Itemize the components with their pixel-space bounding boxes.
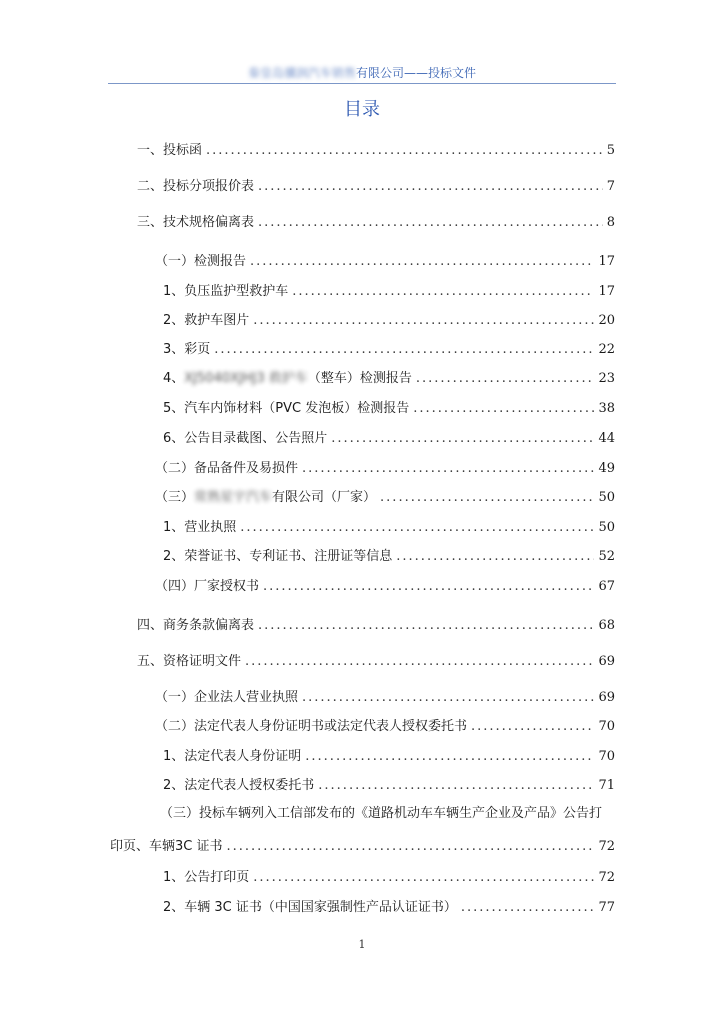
toc-entry-6[interactable] [163, 312, 615, 330]
toc-leader [253, 869, 594, 887]
toc-entry-label: 5、汽车内饰材料（PVC 发泡板）检测报告 [163, 401, 410, 416]
toc-entry-label: 1、营业执照 [163, 520, 237, 535]
toc-entry-page: 69 [598, 690, 615, 705]
toc-entry-9[interactable] [163, 400, 615, 418]
toc-entry-label: 6、公告目录截图、公告照片 [163, 431, 328, 446]
toc-leader [292, 283, 594, 301]
toc-entry-label: （二）备品备件及易损件 [155, 461, 299, 476]
toc-entry-page: 50 [598, 490, 615, 505]
toc-entry-15[interactable] [155, 578, 615, 596]
toc-entry-16[interactable] [137, 617, 615, 635]
toc-leader [413, 400, 594, 418]
toc-entry-12[interactable] [155, 489, 615, 507]
toc-entry-23[interactable] [163, 869, 615, 887]
toc-entry-8[interactable] [163, 370, 615, 388]
toc-entry-20[interactable] [163, 748, 615, 766]
toc-entry-page: 17 [598, 284, 615, 299]
page-header [108, 64, 616, 81]
toc-leader [253, 312, 594, 330]
toc-entry-page: 72 [598, 839, 615, 854]
header-company-suffix: 有限公司——投标文件 [356, 66, 477, 80]
toc-entry-label [163, 370, 412, 388]
toc-entry-page: 70 [598, 749, 615, 764]
toc-entry-2[interactable] [137, 178, 615, 196]
toc-entry-label: 3、彩页 [163, 342, 211, 357]
toc-leader [305, 748, 594, 766]
toc-leader [380, 489, 594, 507]
toc-entry-label: 2、荣誉证书、专利证书、注册证等信息 [163, 549, 393, 564]
toc-entry-label: （一）检测报告 [155, 254, 247, 269]
toc-entry-page: 52 [598, 549, 615, 564]
toc-leader [206, 142, 603, 160]
toc-entry-page: 5 [606, 143, 615, 158]
toc-entry-24[interactable] [163, 899, 615, 917]
toc-entry-page: 70 [598, 719, 615, 734]
toc-entry-label: 1、负压监护型救护车 [163, 284, 289, 299]
toc-entry-label: （二）法定代表人身份证明书或法定代表人授权委托书 [155, 719, 468, 734]
toc-entry-page: 38 [598, 401, 615, 416]
toc-entry-label: 印页、车辆3C 证书 [110, 839, 223, 854]
toc-entry-label: 二、投标分项报价表 [137, 179, 255, 194]
header-rule [108, 83, 616, 84]
toc-entry-page: 71 [598, 778, 615, 793]
toc-entry-22[interactable] [110, 838, 615, 856]
toc-leader [258, 214, 603, 232]
toc-entry-label-suffix: 有限公司（厂家） [272, 490, 377, 505]
toc-entry-page: 22 [598, 342, 615, 357]
toc-entry-1[interactable] [137, 142, 615, 160]
toc-entry-label: 1、法定代表人身份证明 [163, 749, 302, 764]
toc-entry-label: （四）厂家授权书 [155, 579, 260, 594]
toc-entry-13[interactable] [163, 519, 615, 537]
toc-leader [331, 430, 594, 448]
toc-leader [214, 341, 594, 359]
toc-entry-page: 8 [606, 215, 615, 230]
toc-leader [416, 370, 595, 388]
toc-entry-page: 49 [598, 461, 615, 476]
toc-leader [250, 253, 594, 271]
toc-entry-page: 77 [598, 900, 615, 915]
header-company-redacted: 秦皇岛骥润汽车销售 [247, 66, 356, 80]
toc-entry-page: 17 [598, 254, 615, 269]
toc-entry-10[interactable] [163, 430, 615, 448]
toc-entry-17[interactable] [137, 653, 615, 671]
toc-entry-label-redacted: 常熟星宇汽车 [194, 490, 273, 505]
toc-leader [258, 617, 594, 635]
toc-entry-page: 69 [598, 654, 615, 669]
toc-leader [258, 178, 603, 196]
toc-entry-label: 五、资格证明文件 [137, 654, 242, 669]
toc-entry-page: 20 [598, 313, 615, 328]
toc-leader [302, 460, 594, 478]
toc-entry-4[interactable] [155, 253, 615, 271]
toc-entry-label-prefix: 4、 [163, 371, 185, 386]
toc-entry-page: 44 [598, 431, 615, 446]
toc-leader [240, 519, 594, 537]
toc-entry-18[interactable] [155, 689, 615, 707]
toc-entry-label-prefix: （三） [155, 490, 195, 505]
toc-entry-7[interactable] [163, 341, 615, 359]
toc-leader [302, 689, 594, 707]
toc-entry-5[interactable] [163, 283, 615, 301]
toc-entry-label: 三、技术规格偏离表 [137, 215, 255, 230]
toc-entry-22-first-line[interactable]: （三）投标车辆列入工信部发布的《道路机动车车辆生产企业及产品》公告打 [160, 806, 603, 821]
toc-entry-3[interactable] [137, 214, 615, 232]
toc-entry-label-redacted: XJ5040XJHJ3 救护车 [184, 371, 308, 386]
toc-entry-11[interactable] [155, 460, 615, 478]
toc-leader [245, 653, 594, 671]
toc-leader [318, 777, 594, 795]
toc-entry-label: 一、投标函 [137, 143, 203, 158]
toc-entry-label: 2、法定代表人授权委托书 [163, 778, 315, 793]
page-number: 1 [358, 938, 366, 951]
toc-entry-page: 68 [598, 618, 615, 633]
toc-entry-14[interactable] [163, 548, 615, 566]
toc-entry-21[interactable] [163, 777, 615, 795]
toc-entry-label: 2、救护车图片 [163, 313, 250, 328]
toc-entry-label: 1、公告打印页 [163, 870, 250, 885]
toc-entry-label: 四、商务条款偏离表 [137, 618, 255, 633]
toc-leader [263, 578, 594, 596]
toc-entry-page: 23 [598, 371, 615, 386]
toc-entry-19[interactable] [155, 718, 615, 736]
toc-leader [471, 718, 594, 736]
toc-entry-page: 67 [598, 579, 615, 594]
toc-leader [226, 838, 594, 856]
toc-entry-label: 2、车辆 3C 证书（中国国家强制性产品认证证书） [163, 900, 457, 915]
toc-leader [396, 548, 594, 566]
page-title: 目录 [344, 99, 380, 120]
toc-entry-label-suffix: （整车）检测报告 [307, 371, 412, 386]
toc-entry-label [155, 489, 376, 507]
toc-entry-label: （一）企业法人营业执照 [155, 690, 299, 705]
toc-entry-page: 7 [606, 179, 615, 194]
toc-leader [461, 899, 595, 917]
toc-entry-page: 72 [598, 870, 615, 885]
toc-entry-page: 50 [598, 520, 615, 535]
